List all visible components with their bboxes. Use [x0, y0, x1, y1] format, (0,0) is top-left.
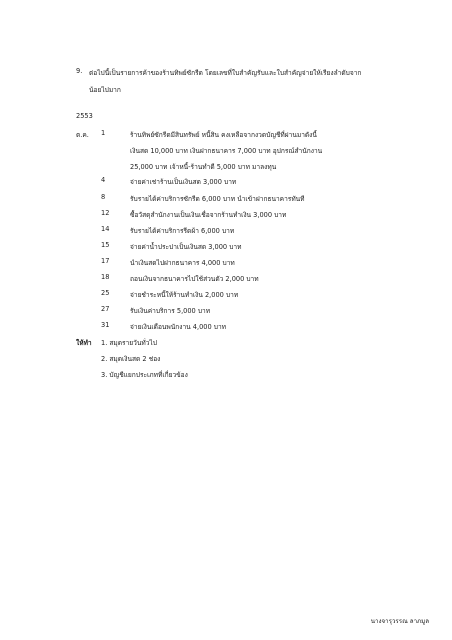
- month-label: ต.ค.: [76, 131, 89, 139]
- footer-author: นางจารุวรรณ ลาภมูล: [370, 618, 429, 625]
- entry-day: 12: [101, 209, 110, 217]
- instruction-item: 1. สมุดรายวันทั่วไป: [101, 339, 157, 347]
- entry-day: 18: [101, 273, 110, 281]
- entry-text: รับรายได้ค่าบริการซักรีด 6,000 บาท นำเข้าฝากธนาคารทันที: [130, 195, 305, 203]
- entry-day: 31: [101, 321, 110, 329]
- instruction-item: 2. สมุดเงินสด 2 ช่อง: [101, 355, 161, 363]
- question-text-line1: ต่อไปนี้เป็นรายการค้าของร้านทิพย์ซักรีด โดยเลขที่ใบสำคัญรับและใบสำคัญจ่ายให้เรียงลำดับจาก: [89, 69, 362, 77]
- entry-text: ถอนเงินจากธนาคารไปใช้ส่วนตัว 2,000 บาท: [130, 275, 259, 283]
- entry-day: 15: [101, 241, 110, 249]
- entry-text: เงินสด 10,000 บาท เงินฝากธนาคาร 7,000 บาท อุปกรณ์สำนักงาน: [130, 147, 323, 155]
- year-label: 2553: [76, 112, 93, 120]
- entry-text: จ่ายค่าเช่าร้านเป็นเงินสด 3,000 บาท: [130, 178, 237, 186]
- entry-text: จ่ายเงินเดือนพนักงาน 4,000 บาท: [130, 323, 226, 331]
- entry-text: รับรายได้ค่าบริการรีดผ้า 6,000 บาท: [130, 227, 235, 235]
- entry-text: 25,000 บาท เจ้าหนี้-ร้านทำดี 5,000 บาท มาลงทุน: [130, 163, 277, 171]
- entry-text: จ่ายชำระหนี้ให้ร้านทำเงิน 2,000 บาท: [130, 291, 239, 299]
- entry-text: รับเงินค่าบริการ 5,000 บาท: [130, 307, 211, 315]
- entry-day: 14: [101, 225, 110, 233]
- entry-day: 1: [101, 129, 106, 137]
- entry-text: ร้านทิพย์ซักรีดมีสินทรัพย์ หนี้สิน คงเหลือจากงวดบัญชีที่ผ่านมาดังนี้: [130, 131, 317, 139]
- question-text-line2: น้อยไปมาก: [89, 86, 121, 94]
- instruction-item: 3. บัญชีแยกประเภทที่เกี่ยวข้อง: [101, 371, 188, 379]
- entry-text: จ่ายค่าน้ำประปาเป็นเงินสด 3,000 บาท: [130, 243, 242, 251]
- entry-day: 17: [101, 257, 110, 265]
- entry-day: 27: [101, 305, 110, 313]
- entry-text: ซื้อวัสดุสำนักงานเป็นเงินเชื่อจากร้านทำเงิน 3,000 บาท: [130, 211, 287, 219]
- instruction-label: ให้ทำ: [76, 339, 92, 347]
- question-number: 9.: [76, 67, 83, 75]
- entry-day: 4: [101, 176, 106, 184]
- entry-day: 8: [101, 193, 106, 201]
- entry-text: นำเงินสดไปฝากธนาคาร 4,000 บาท: [130, 259, 235, 267]
- entry-day: 25: [101, 289, 110, 297]
